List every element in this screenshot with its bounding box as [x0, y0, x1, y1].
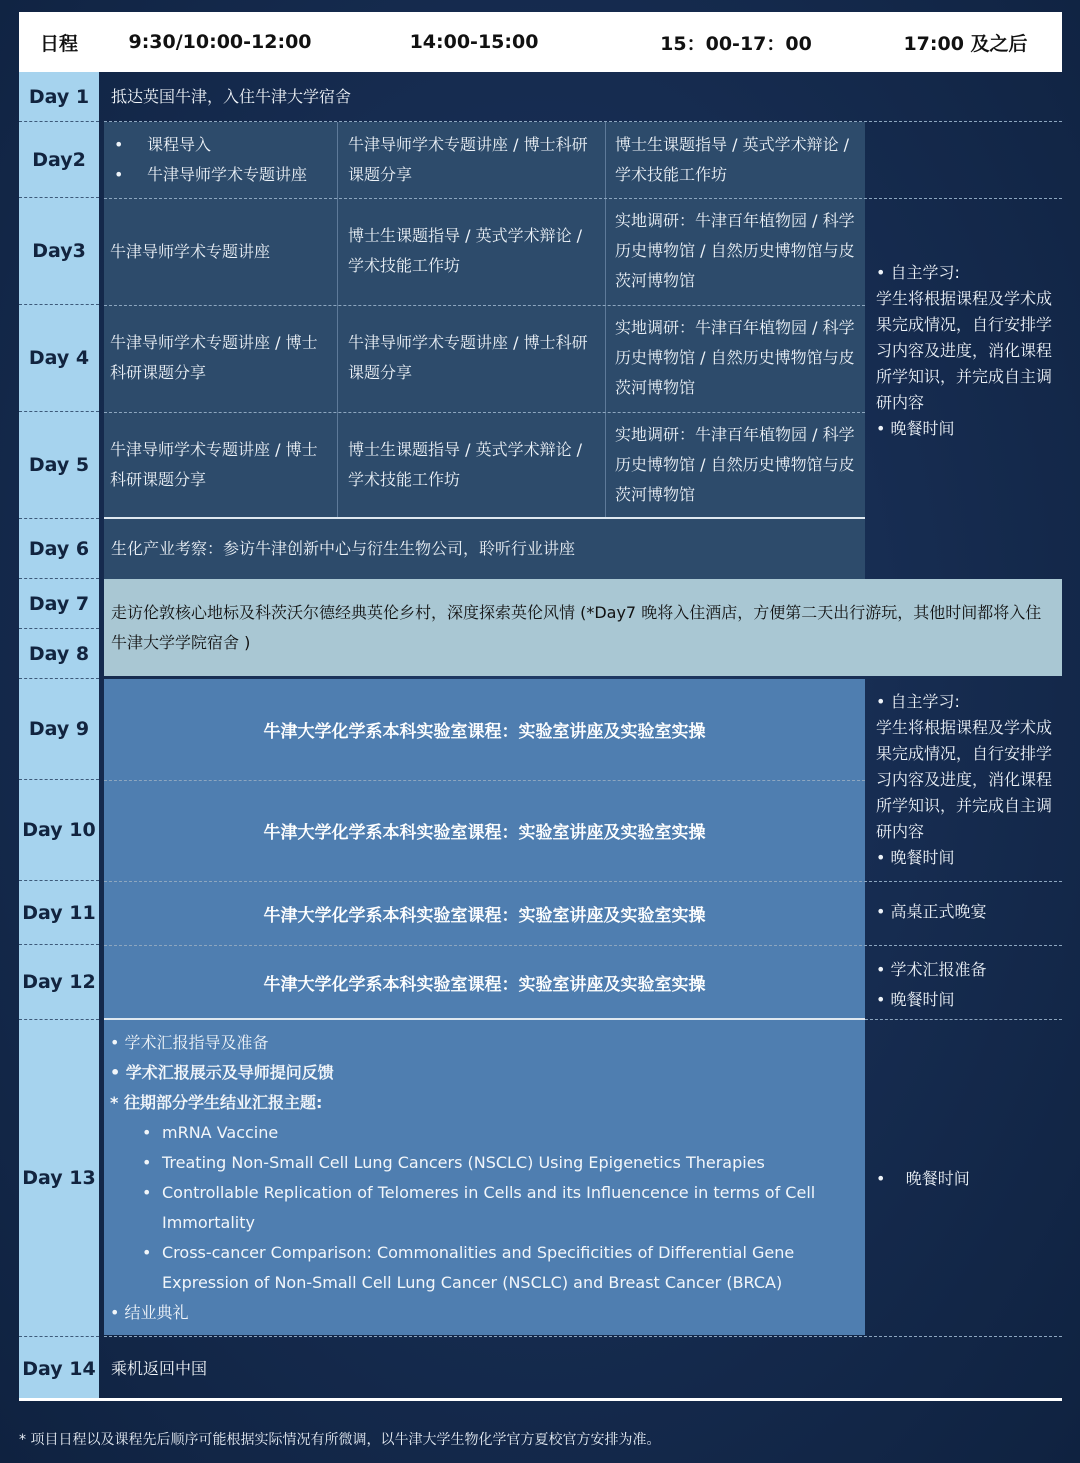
day5-morning: 牛津导师学术专题讲座 / 博士科研课题分享 — [110, 440, 318, 489]
header-evening: 17:00 及之后 — [903, 32, 1028, 55]
list-item: • 学术汇报展示及导师提问反馈 — [110, 1063, 334, 1082]
evening-self-study: • 自主学习: 学生将根据课程及学术成果完成情况，自行安排学习内容及进度，消化课程所学知识，并完成自主调研内容 • 晚餐时间 — [876, 689, 1054, 871]
day2-early: 牛津导师学术专题讲座 / 博士科研课题分享 — [348, 135, 588, 184]
list-item: • 学术汇报指导及准备 — [110, 1033, 269, 1052]
list-item: • 牛津导师学术专题讲座 — [110, 160, 335, 190]
list-item: • 晚餐时间 — [876, 990, 955, 1009]
day4-late: 实地调研：牛津百年植物园 / 科学历史博物馆 / 自然历史博物馆与皮茨河博物馆 — [615, 318, 855, 397]
day-label: Day 12 — [19, 945, 99, 1020]
day2-late: 博士生课题指导 / 英式学术辩论 / 学术技能工作坊 — [615, 135, 850, 184]
row-divider — [104, 198, 1062, 199]
table-bottom-border — [19, 1398, 1062, 1401]
day13-evening — [876, 1166, 1054, 1192]
column-divider — [337, 122, 338, 518]
header-morning: 9:30/10:00-12:00 — [128, 31, 312, 53]
day9-activity: 牛津大学化学系本科实验室课程：实验室讲座及实验室实操 — [263, 722, 706, 742]
list-item: • 课程导入 — [110, 130, 335, 160]
past-topics-title: * 往期部分学生结业汇报主题: — [110, 1093, 323, 1112]
day1-activity: 抵达英国牛津，入住牛津大学宿舍 — [111, 87, 352, 106]
day-label: Day2 — [19, 122, 99, 198]
list-item: • Controllable Replication of Telomeres in Cells and its Influencence in terms of Cell Immortality — [138, 1178, 850, 1238]
day2-morning — [110, 130, 335, 190]
list-item: • 自主学习: — [876, 263, 960, 282]
list-item: • 晚餐时间 — [876, 1169, 970, 1188]
day4-morning: 牛津导师学术专题讲座 / 博士科研课题分享 — [110, 333, 318, 382]
day12-activity: 牛津大学化学系本科实验室课程：实验室讲座及实验室实操 — [263, 974, 706, 995]
day-label: Day 11 — [19, 881, 99, 945]
list-item: • Cross-cancer Comparison: Commonalities and Specificities of Differential Gene Expression of Non-Small Cell Lung Cancer (NSCLC) and Breast Cancer (BRCA) — [138, 1238, 850, 1298]
row-divider — [104, 305, 865, 306]
schedule-header — [19, 12, 1062, 72]
day4-early: 牛津导师学术专题讲座 / 博士科研课题分享 — [348, 333, 588, 382]
list-item: • 学术汇报准备 — [876, 960, 987, 979]
day-label: Day 8 — [19, 629, 99, 679]
row-divider — [865, 1019, 1062, 1020]
day3-late: 实地调研：牛津百年植物园 / 科学历史博物馆 / 自然历史博物馆与皮茨河博物馆 — [615, 211, 855, 290]
day-label: Day 9 — [19, 679, 99, 780]
day-label: Day 14 — [19, 1337, 99, 1400]
day11-activity: 牛津大学化学系本科实验室课程：实验室讲座及实验室实操 — [263, 905, 706, 926]
header-late-afternoon: 15：00-17：00 — [660, 32, 812, 55]
day12-evening — [876, 955, 1054, 1015]
day11-evening — [876, 899, 1054, 925]
day-label: Day3 — [19, 198, 99, 305]
list-item: • 高桌正式晚宴 — [876, 902, 987, 921]
day13-activity — [110, 1028, 850, 1328]
day-label: Day 4 — [19, 305, 99, 412]
day14-activity: 乘机返回中国 — [111, 1359, 208, 1378]
day-label: Day 13 — [19, 1020, 99, 1337]
day5-early: 博士生课题指导 / 英式学术辩论 / 学术技能工作坊 — [348, 440, 583, 489]
list-item: • Treating Non-Small Cell Lung Cancers (NSCLC) Using Epigenetics Therapies — [138, 1148, 850, 1178]
day5-late: 实地调研：牛津百年植物园 / 科学历史博物馆 / 自然历史博物馆与皮茨河博物馆 — [615, 425, 855, 504]
list-item: • 晚餐时间 — [876, 419, 955, 438]
day7-8-activity: 走访伦敦核心地标及科茨沃尔德经典英伦乡村，深度探索英伦风情 (*Day7 晚将入住酒店，方便第二天出行游玩，其他时间都将入住牛津大学学院宿舍 ) — [111, 603, 1042, 652]
day-label: Day 6 — [19, 519, 99, 579]
list-item: • 自主学习: — [876, 692, 960, 711]
day10-activity: 牛津大学化学系本科实验室课程：实验室讲座及实验室实操 — [263, 823, 706, 843]
list-item: • 结业典礼 — [110, 1303, 189, 1322]
list-item: • mRNA Vaccine — [138, 1118, 850, 1148]
header-day: 日程 — [39, 32, 78, 55]
row-divider — [104, 412, 865, 413]
evening-self-study: • 自主学习: 学生将根据课程及学术成果完成情况，自行安排学习内容及进度，消化课程所学知识，并完成自主调研内容 • 晚餐时间 — [876, 260, 1054, 442]
day3-morning: 牛津导师学术专题讲座 — [110, 242, 271, 261]
footnote: * 项目日程以及课程先后顺序可能根据实际情况有所微调，以牛津大学生物化学官方夏校官方安排为准。 — [19, 1432, 661, 1448]
day6-activity: 生化产业考察：参访牛津创新中心与衍生生物公司，聆听行业讲座 — [111, 539, 576, 558]
day3-early: 博士生课题指导 / 英式学术辩论 / 学术技能工作坊 — [348, 226, 583, 275]
day-label: Day 5 — [19, 412, 99, 519]
day-label: Day 7 — [19, 579, 99, 629]
header-early-afternoon: 14:00-15:00 — [409, 31, 539, 53]
row-divider — [104, 1336, 1062, 1337]
column-divider — [605, 122, 606, 518]
day-label: Day 10 — [19, 780, 99, 881]
day-label: Day 1 — [19, 72, 99, 122]
list-item: • 晚餐时间 — [876, 848, 955, 867]
